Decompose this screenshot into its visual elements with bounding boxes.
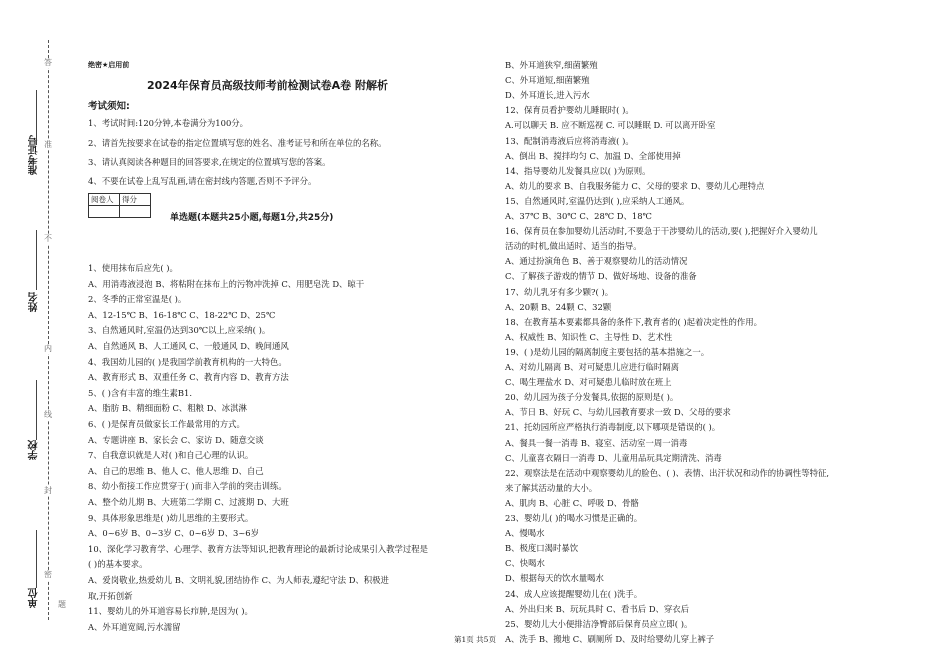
question-line: 5、( )含有丰富的维生素B1. [88,387,193,398]
question-line: C、儿童喜衣隔日一消毒 D、儿童用品玩具定期清洗、消毒 [505,452,722,463]
exam-number-field-line [36,90,37,145]
reviewer-input-cell[interactable] [89,206,120,218]
question-line: B、极度口渴时暴饮 [505,543,579,554]
question-line: 取,开拓创新 [88,590,133,601]
question-line: 13、配制消毒液后应将消毒液( )。 [505,135,634,146]
question-line: A、用消毒液浸泡 B、将粘附在抹布上的污物冲洗掉 C、用肥皂洗 D、晾干 [88,278,365,289]
question-line: A、12-15℃ B、16-18℃ C、18-22℃ D、25℃ [88,309,276,320]
question-line: ( )的基本要求。 [88,559,148,570]
reviewer-cell: 阅卷人 [89,194,120,206]
question-line: A.可以聊天 B. 应不断巡视 C. 可以睡眠 D. 可以离开卧室 [505,120,716,131]
question-line: C、喝生理盐水 D、对可疑患儿临时放在班上 [505,377,672,388]
edge-char-ti: 题 [58,600,66,609]
question-line: 7、自我意识就是人对( )和自己心理的认识。 [88,450,254,461]
question-line: 17、幼儿乳牙有多少颗?( )。 [505,286,614,297]
cut-mark-xian: 线 [44,410,52,419]
question-line: A、专题讲座 B、家长会 C、家访 D、随意交谈 [88,434,264,445]
question-line: 22、观察法是在活动中观察婴幼儿的脸色、( )、表情、出汗状况和动作的协调性等特征, [505,467,830,478]
question-line: A、整个幼儿期 B、大班第二学期 C、过渡期 D、大班 [88,497,289,507]
question-line: A、自然通风 B、人工通风 C、一般通风 D、晚间通风 [88,341,289,351]
question-line: D、根据每天的饮水量喝水 [505,573,604,584]
question-line: C、快喝水 [505,558,545,569]
cut-mark-da: 答 [44,58,52,67]
notice-item: 3、请认真阅读各种题目的回答要求,在规定的位置填写您的答案。 [88,157,331,167]
notice-item: 2、请首先按要求在试卷的指定位置填写您的姓名、准考证号和所在单位的名称。 [88,138,387,148]
name-field-line [36,230,37,290]
question-line: A、自己的思维 B、他人 C、他人思维 D、自己 [88,465,264,476]
question-line: A、37℃ B、30℃ C、28℃ D、18℃ [505,211,652,221]
cut-mark-feng: 封 [44,486,52,495]
question-line: 25、婴幼儿大小便排洁净臀部后保育员应立即( )。 [505,618,693,629]
secret-mark: 绝密★启用前 [88,61,130,69]
question-line: A、餐具一餐一消毒 B、寝室、活动室一周一消毒 [505,437,688,448]
exam-title: 2024年保育员高级技师考前检测试卷A卷 附解析 [147,79,388,92]
question-line: A、节日 B、好玩 C、与幼儿园教育要求一致 D、父母的要求 [505,407,731,418]
question-line: C、外耳道短,细菌繁殖 [505,75,590,86]
question-line: A、外出归来 B、玩玩具时 C、看书后 D、穿衣后 [505,603,690,614]
cut-mark-nei: 内 [44,344,52,353]
seal-line [48,40,49,620]
question-line: 12、保育员看护婴幼儿睡眠时( )。 [505,105,634,116]
question-line: 14、指导婴幼儿发餐具应以( )为原则。 [505,165,651,176]
unit-label: 单位 [29,588,40,608]
school-field-line [36,380,37,440]
question-line: 21、托幼园所应严格执行消毒制度,以下哪项是错误的( )。 [505,422,721,433]
question-line: A、20颗 B、24颗 C、32颗 [505,301,612,312]
question-line: 1、使用抹布后应先( )。 [88,263,178,273]
name-label: 姓名 [29,292,40,312]
notice-item: 4、不要在试卷上乱写乱画,请在密封线内答题,否则不予评分。 [88,176,317,186]
question-line: B、外耳道狭窄,细菌繁殖 [505,60,598,70]
page-footer: 第1页 共5页 [454,635,496,644]
section-heading: 单选题(本题共25小题,每题1分,共25分) [170,213,334,223]
question-line: A、权威性 B、知识性 C、主导性 D、艺术性 [505,331,673,342]
question-line: 18、在教育基本要素都具备的条件下,教育者的( )起着决定性的作用。 [505,316,763,327]
exam-number-label: 准考证号 [29,135,40,175]
question-line: 24、成人应该提醒婴幼儿在( )洗手。 [505,588,643,599]
cut-mark-mi: 密 [44,570,52,579]
score-cell: 得分 [120,194,151,206]
question-line: A、脂肪 B、精细面粉 C、粗粮 D、冰淇淋 [88,403,247,414]
question-line: A、肌肉 B、心脏 C、呼吸 D、骨骼 [505,497,639,508]
question-line: A、对幼儿隔离 B、对可疑患儿应进行临时隔离 [505,362,679,372]
binding-margin [0,0,70,671]
question-line: 活动的时机,做出适时、适当的指导。 [505,241,642,252]
notice-heading: 考试须知: [88,101,130,112]
question-line: 8、幼小衔接工作应贯穿于( )而非入学前的突击训练。 [88,481,287,492]
question-line: A、慢喝水 [505,528,545,539]
question-line: A、幼儿的要求 B、自我服务能力 C、父母的要求 D、婴幼儿心理特点 [505,180,765,191]
question-line: 19、( )是幼儿园的隔离制度主要包括的基本措施之一。 [505,346,710,357]
question-line: A、0~6岁 B、0~3岁 C、0~6岁 D、3~6岁 [88,528,260,539]
question-line: 10、深化学习教育学、心理学、教育方法等知识,把教育理论的最新讨论成果引入教学过程是 [88,543,428,554]
question-line: 6、( )是保育员做家长工作最常用的方式。 [88,419,245,429]
unit-field-line [36,530,37,588]
question-line: A、通过扮演角色 B、善于观察婴幼儿的活动情况 [505,256,688,267]
question-line: A、洗手 B、搬地 C、刷厕所 D、及时给婴幼儿穿上裤子 [505,633,715,644]
question-line: 来了解其活动量的大小。 [505,482,598,493]
school-label: 学校 [29,440,40,460]
question-line: 16、保育员在参加婴幼儿活动时,不要急于干涉婴幼儿的活动,要( ),把握好介入婴幼儿 [505,226,818,237]
question-line: 11、婴幼儿的外耳道容易长疖肿,是因为( )。 [88,606,253,617]
question-line: 15、自然通风时,室温仍达到( ),应采纳人工通风。 [505,195,690,206]
score-input-cell[interactable] [120,206,151,218]
question-line: 9、具体形象思维是( )幼儿思维的主要形式。 [88,512,254,523]
question-line: 20、幼儿园为孩子分发餐具,依据的原则是( )。 [505,392,679,403]
question-line: 23、婴幼儿( )的喝水习惯是正确的。 [505,513,643,523]
cut-mark-bu: 不 [44,234,52,243]
question-line: 3、自然通风时,室温仍达到30℃以上,应采纳( )。 [88,325,271,336]
question-line: 4、我国幼儿园的( )是我国学前教育机构的一大特色。 [88,356,287,367]
notice-item: 1、考试时间:120分钟,本卷满分为100分。 [88,118,249,128]
question-line: D、外耳道长,进入污水 [505,90,590,101]
question-line: 2、冬季的正常室温是( )。 [88,294,187,305]
question-line: A、外耳道宽阔,污水濡留 [88,621,181,632]
question-line: A、教育形式 B、双重任务 C、教育内容 D、教育方法 [88,372,289,383]
question-line: C、了解孩子游戏的情节 D、做好场地、设备的准备 [505,271,697,282]
question-line: A、倒出 B、搅拌均匀 C、加温 D、全部使用掉 [505,150,681,161]
cut-mark-zhun: 准 [44,140,52,149]
score-table [88,193,151,218]
question-line: A、爱岗敬业,热爱幼儿 B、文明礼貌,团结协作 C、为人师表,遵纪守法 D、积极进 [88,575,389,585]
